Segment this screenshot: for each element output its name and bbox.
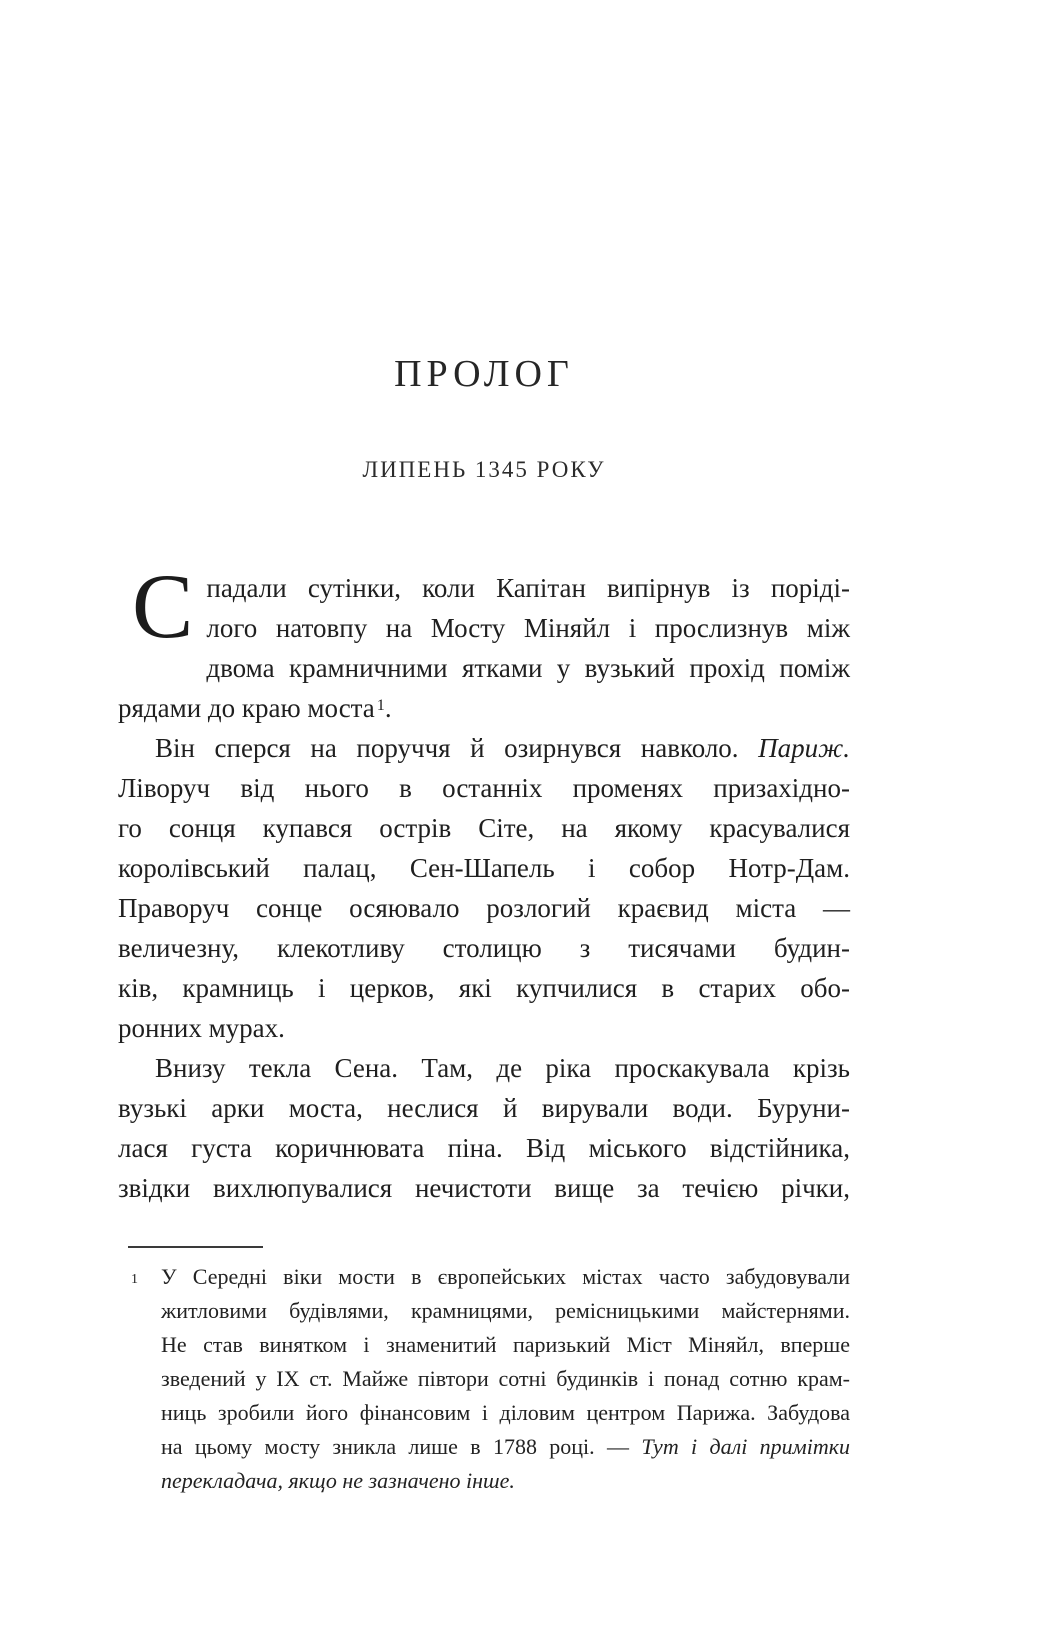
footnote-separator [128,1246,263,1248]
chapter-subtitle: ЛИПЕНЬ 1345 РОКУ [362,457,606,482]
text-line [118,648,850,688]
footnote [118,1260,850,1498]
body-text [118,555,850,1208]
text-line [161,1362,850,1396]
text-line [118,968,850,1008]
text-line [118,1168,850,1208]
drop-cap: С [132,555,194,657]
text-segment: Праворуч сонце осяювало розлогий краєвид міста — [118,893,850,923]
text-line [161,1294,850,1328]
text-segment: королівський палац, Сен-Шапель і собор Нотр-Дам. [118,853,850,883]
text-line [118,608,850,648]
text-segment: ниць зробили його фінансовим і діловим центром Парижа. Забудова [161,1400,850,1425]
text-line [118,848,850,888]
text-line [161,1396,850,1430]
italic-text: перекладача, якщо не зазначено інше. [161,1468,515,1493]
text-line [118,1048,850,1088]
paragraph [118,555,850,728]
footnote-text [161,1260,850,1498]
text-line [161,1260,850,1294]
text-segment: зведений у IX ст. Майже півтори сотні будинків і понад сотню крам- [161,1366,850,1391]
text-segment: Ліворуч від нього в останніх променях призахідно- [118,773,850,803]
italic-text: Париж. [758,733,850,763]
text-line [118,688,850,728]
text-segment: ронних мурах. [118,1013,285,1043]
italic-text: Тут і далі примітки [641,1434,850,1459]
text-line [118,728,850,768]
text-segment: вузькі арки моста, неслися й вирували води. Буруни- [118,1093,850,1123]
text-line [118,568,850,608]
text-segment: лася густа коричнювата піна. Від міського відстійника, [118,1133,850,1163]
footnote-reference: 1 [376,695,385,714]
text-segment: лого натовпу на Мосту Міняйл і прослизнув між [206,613,850,643]
footnote-block [118,1246,850,1498]
text-segment: падали сутінки, коли Капітан випірнув із поріді- [206,573,850,603]
chapter-title: ПРОЛОГ [394,353,574,395]
text-segment: Внизу текла Сена. Там, де ріка проскакувала крізь [155,1053,850,1083]
text-line [118,1008,850,1048]
text-segment: на цьому мосту зникла лише в 1788 році. — [161,1434,642,1459]
text-segment: рядами до краю моста [118,693,375,723]
text-segment: величезну, клекотливу столицю з тисячами будин- [118,933,850,963]
text-segment: Він сперся на поруччя й озирнувся навколо. [155,733,759,763]
text-segment: . [384,693,392,723]
text-line [118,888,850,928]
text-segment: двома крамничними ятками у вузький прохід поміж [206,653,850,683]
text-line [118,808,850,848]
paragraph [118,728,850,1048]
text-line [161,1464,850,1498]
text-line [118,1128,850,1168]
paragraph [118,1048,850,1208]
text-segment: го сонця купався острів Сіте, на якому красувалися [118,813,850,843]
text-segment: звідки вихлюпувалися нечистоти вище за течією річки, [118,1173,850,1203]
text-line [161,1328,850,1362]
text-segment: ків, крамниць і церков, які купчилися в старих обо- [118,973,850,1003]
text-segment: У Середні віки мости в європейських містах часто забудовували [161,1264,850,1289]
text-line [118,1088,850,1128]
text-segment: Не став винятком і знаменитий паризький Міст Міняйл, вперше [161,1332,850,1357]
footnote-marker: 1 [131,1272,138,1287]
text-line [118,768,850,808]
text-line [161,1430,850,1464]
text-line [118,928,850,968]
text-segment: житловими будівлями, крамницями, ремісницькими майстернями. [161,1298,850,1323]
